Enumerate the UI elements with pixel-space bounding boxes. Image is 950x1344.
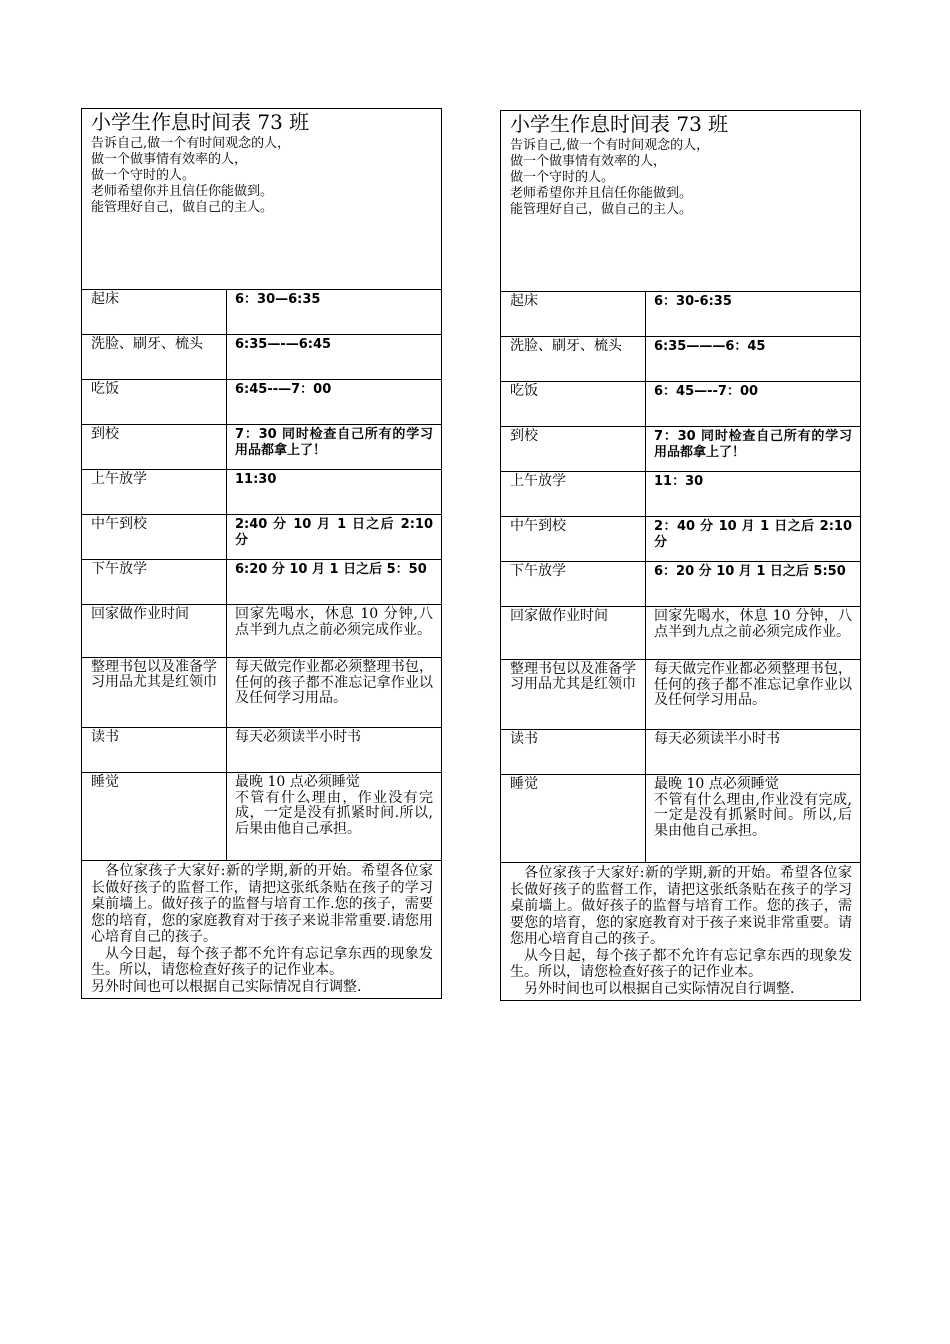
activity-time: 11：30	[654, 474, 704, 489]
activity-time: 2：40 分 10 月 1 日之后 2:10 分	[654, 519, 852, 550]
activity-note: 回家先喝水，休息 10 分钟,八点半到九点之前必须完成作业。	[235, 606, 433, 638]
table-row	[501, 382, 860, 427]
notice-paragraph: 各位家孩子大家好:新的学期,新的开始。希望各位家长做好孩子的监督工作，请把这张纸条贴在孩子的学习桌前墙上。做好孩子的监督与培育工作.您的孩子，需要您的培育，您的家庭教育对于孩子来说非常重要.请您用心培育自己的孩子。	[91, 863, 433, 945]
table-row	[82, 335, 441, 380]
activity-time: 6：20 分 10 月 1 日之后 5:50	[654, 564, 846, 579]
sheet-title: 小学生作息时间表 73 班	[91, 110, 310, 134]
activity-label: 上午放学	[82, 470, 227, 514]
activity-note: 每天必须读半小时书	[654, 731, 780, 747]
activity-note	[646, 775, 860, 862]
activity-label: 读书	[501, 730, 646, 774]
sheet-title: 小学生作息时间表 73 班	[510, 112, 729, 136]
activity-note: 回家先喝水，休息 10 分钟，八点半到九点之前必须完成作业。	[654, 608, 852, 640]
table-row	[82, 380, 441, 425]
activity-time: 6:45--—7：00	[235, 382, 332, 397]
table-row	[501, 472, 860, 517]
activity-label: 洗脸、刷牙、梳头	[82, 335, 227, 379]
table-row	[501, 517, 860, 562]
activity-label: 起床	[82, 290, 227, 334]
sleep-note: 不管有什么理由,作业没有完成,一定是没有抓紧时间。所以,后果由他自己承担。	[654, 791, 852, 839]
activity-label: 回家做作业时间	[501, 607, 646, 659]
activity-label: 到校	[501, 427, 646, 471]
notice-paragraph: 另外时间也可以根据自己实际情况自行调整.	[524, 980, 795, 997]
table-row	[82, 515, 441, 560]
activity-time: 6:20 分 10 月 1 日之后 5：50	[235, 562, 427, 577]
table-row	[501, 660, 860, 730]
activity-label: 上午放学	[501, 472, 646, 516]
activity-label: 下午放学	[501, 562, 646, 606]
notice-paragraph: 各位家孩子大家好:新的学期,新的开始。希望各位家长做好孩子的监督工作，请把这张纸条贴在孩子的学习桌前墙上。做好孩子的监督与培育工作。您的孩子，需要您的培育，您的家庭教育对于孩子来说非常重要。请您用心培育自己的孩子。	[510, 865, 852, 947]
table-row	[501, 607, 860, 660]
sleep-note: 不管有什么理由，作业没有完成，一定是没有抓紧时间.所以,后果由他自己承担。	[235, 789, 433, 837]
parent-notice	[501, 863, 860, 1000]
sheet-header	[501, 111, 860, 292]
activity-note	[227, 773, 441, 860]
activity-time: 6:35———6：45	[654, 339, 766, 354]
sheet-header	[82, 109, 441, 290]
activity-label: 吃饭	[82, 380, 227, 424]
activity-label: 整理书包以及准备学习用品尤其是红领巾	[82, 658, 227, 727]
activity-time: 6：30—6:35	[235, 292, 321, 307]
table-row	[501, 427, 860, 472]
activity-note: 每天做完作业都必须整理书包，任何的孩子都不准忘记拿作业以及任何学习用品。	[235, 659, 433, 706]
activity-time: 7：30 同时检查自己所有的学习用品都拿上了！	[235, 427, 433, 458]
table-row	[82, 560, 441, 605]
table-row	[501, 292, 860, 337]
activity-time: 2:40 分 10 月 1 日之后 2:10 分	[235, 517, 433, 548]
sleep-time: 最晚 10 点必须睡觉	[235, 774, 360, 790]
sheet-motto: 告诉自己,做一个有时间观念的人， 做一个做事情有效率的人， 做一个守时的人。 老师希望你并且信任你能做到。 能管理好自己，做自己的主人。	[91, 136, 291, 215]
activity-label: 中午到校	[82, 515, 227, 559]
table-row	[82, 605, 441, 658]
table-row	[82, 773, 441, 861]
table-row	[501, 562, 860, 607]
activity-label: 洗脸、刷牙、梳头	[501, 337, 646, 381]
activity-label: 读书	[82, 728, 227, 772]
activity-label: 整理书包以及准备学习用品尤其是红领巾	[501, 660, 646, 729]
activity-label: 睡觉	[82, 773, 227, 860]
table-row	[501, 730, 860, 775]
table-row	[82, 470, 441, 515]
activity-note: 每天必须读半小时书	[235, 729, 361, 745]
activity-label: 睡觉	[501, 775, 646, 862]
schedule-sheet-left	[81, 108, 442, 999]
activity-time: 7：30 同时检查自己所有的学习用品都拿上了！	[654, 429, 852, 460]
table-row	[82, 425, 441, 470]
activity-label: 中午到校	[501, 517, 646, 561]
activity-time: 6：30-6:35	[654, 294, 732, 309]
schedule-sheet-right	[500, 110, 861, 1001]
activity-label: 起床	[501, 292, 646, 336]
sheet-motto: 告诉自己,做一个有时间观念的人， 做一个做事情有效率的人， 做一个守时的人。 老师希望你并且信任你能做到。 能管理好自己，做自己的主人。	[510, 138, 710, 217]
table-row	[501, 337, 860, 382]
notice-paragraph: 从今日起，每个孩子都不允许有忘记拿东西的现象发生。所以，请您检查好孩子的记作业本。	[91, 945, 433, 978]
activity-time: 6:35—-—6:45	[235, 337, 332, 352]
activity-label: 回家做作业时间	[82, 605, 227, 657]
activity-label: 到校	[82, 425, 227, 469]
table-row	[82, 658, 441, 728]
table-row	[501, 775, 860, 863]
activity-label: 下午放学	[82, 560, 227, 604]
table-row	[82, 290, 441, 335]
activity-time: 6：45—--7：00	[654, 384, 759, 399]
activity-note: 每天做完作业都必须整理书包，任何的孩子都不准忘记拿作业以及任何学习用品。	[654, 661, 852, 708]
notice-paragraph: 另外时间也可以根据自己实际情况自行调整.	[91, 978, 362, 995]
table-row	[82, 728, 441, 773]
activity-label: 吃饭	[501, 382, 646, 426]
notice-paragraph: 从今日起，每个孩子都不允许有忘记拿东西的现象发生。所以，请您检查好孩子的记作业本。	[510, 947, 852, 980]
activity-time: 11:30	[235, 472, 277, 487]
sleep-time: 最晚 10 点必须睡觉	[654, 776, 779, 792]
parent-notice	[82, 861, 441, 998]
